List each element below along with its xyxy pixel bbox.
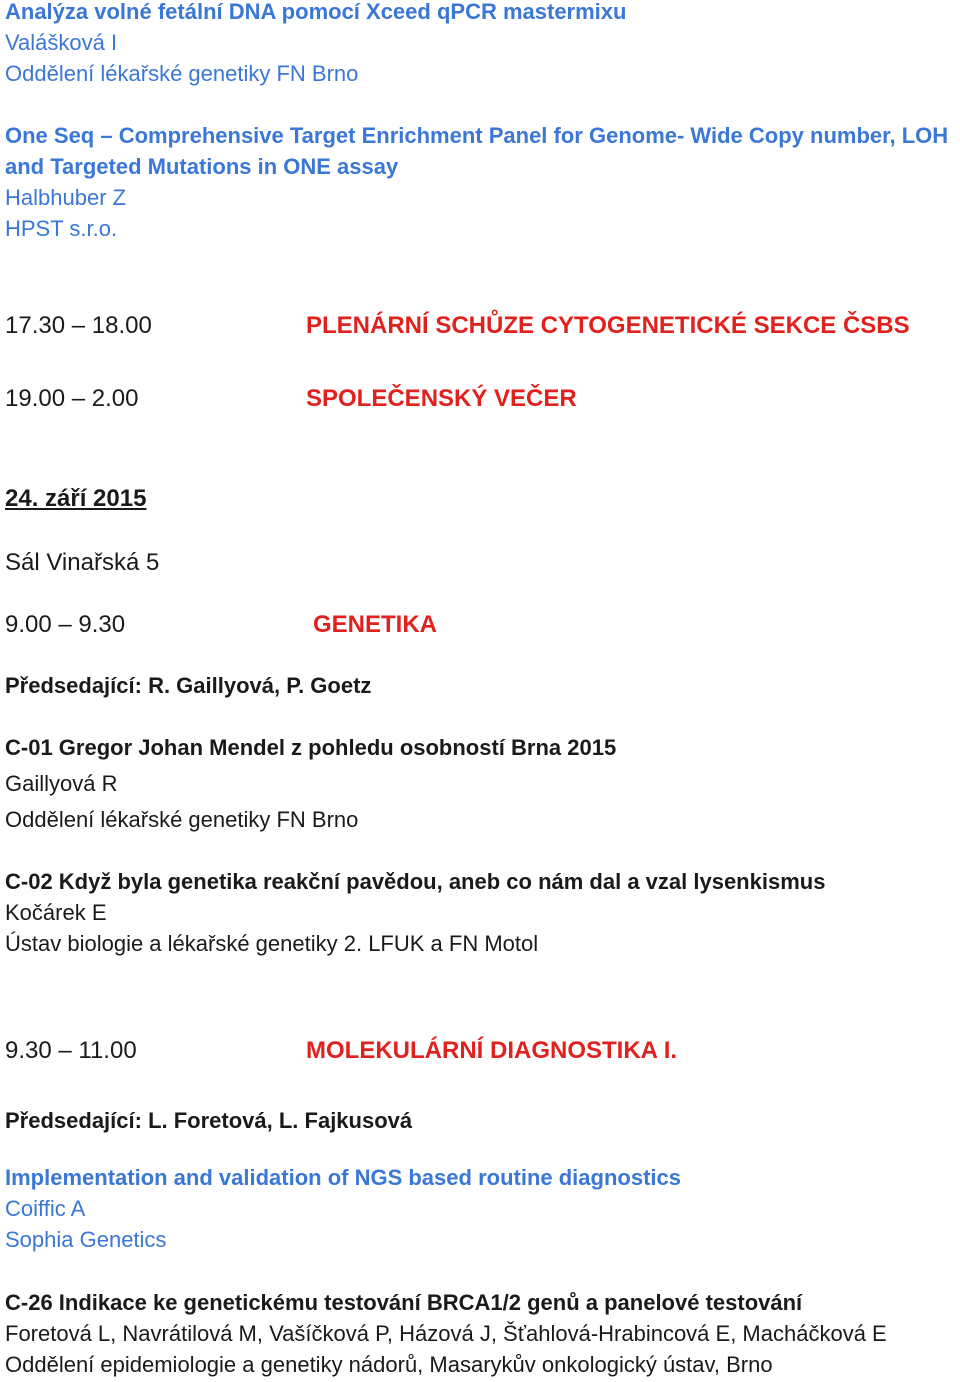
talk-title: C-02 Když byla genetika reakční pavědou, aneb co nám dal a vzal lysenkismus <box>5 869 826 894</box>
talk-title: C-01 Gregor Johan Mendel z pohledu osobností Brna 2015 <box>5 735 617 760</box>
session-time: 9.30 – 11.00 <box>5 1037 137 1064</box>
talk-title: C-26 Indikace ke genetickému testování BRCA1/2 genů a panelové testování <box>5 1290 803 1315</box>
talk-authors: Foretová L, Navrátilová M, Vašíčková P, Házová J, Šťahlová-Hrabincová E, Macháčková E <box>5 1321 887 1346</box>
session-time: 9.00 – 9.30 <box>5 611 126 638</box>
sponsor-talk-title: Implementation and validation of NGS based routine diagnostics <box>5 1165 681 1190</box>
talk-author: Halbhuber Z <box>5 185 127 210</box>
sponsor-talk-affiliation: Sophia Genetics <box>5 1227 167 1252</box>
talk-affiliation: Ústav biologie a lékařské genetiky 2. LFUK a FN Motol <box>5 931 539 956</box>
day-venue: Sál Vinařská 5 <box>5 549 160 576</box>
day-date: 24. září 2015 <box>5 485 147 512</box>
talk-affiliation: Oddělení lékařské genetiky FN Brno <box>5 807 359 832</box>
session-title: SPOLEČENSKÝ VEČER <box>306 385 577 412</box>
talk-author: Gaillyová R <box>5 771 118 796</box>
talk-affiliation: Oddělení lékařské genetiky FN Brno <box>5 61 359 86</box>
session-title: PLENÁRNÍ SCHŮZE CYTOGENETICKÉ SEKCE ČSBS <box>306 312 910 339</box>
session-title: MOLEKULÁRNÍ DIAGNOSTIKA I. <box>306 1037 678 1064</box>
talk-title-line1: One Seq – Comprehensive Target Enrichment Panel for Genome- Wide Copy number, LOH <box>5 123 949 148</box>
session-time: 19.00 – 2.00 <box>5 385 139 412</box>
talk-affiliation: Oddělení epidemiologie a genetiky nádorů, Masarykův onkologický ústav, Brno <box>5 1352 773 1377</box>
sponsor-talk-author: Coiffic A <box>5 1196 86 1221</box>
talk-title-line2: and Targeted Mutations in ONE assay <box>5 154 399 179</box>
session-chairs: Předsedající: L. Foretová, L. Fajkusová <box>5 1108 413 1133</box>
talk-author: Kočárek E <box>5 900 107 925</box>
session-time: 17.30 – 18.00 <box>5 312 152 339</box>
session-chairs: Předsedající: R. Gaillyová, P. Goetz <box>5 673 372 698</box>
talk-title: Analýza volné fetální DNA pomocí Xceed qPCR mastermixu <box>5 0 627 24</box>
talk-affiliation: HPST s.r.o. <box>5 216 118 241</box>
session-title: GENETIKA <box>313 611 438 638</box>
talk-author: Valášková I <box>5 30 118 55</box>
